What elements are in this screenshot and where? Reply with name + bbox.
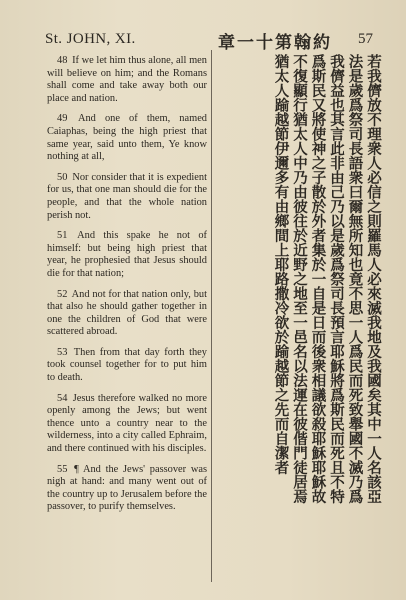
running-header-english: St. JOHN, XI.: [45, 31, 136, 47]
verse-number: 53: [57, 346, 68, 358]
chinese-column-3: 我儕益也其言此非由己乃以是歲爲祭司長預言耶穌將爲斯民而死且不特: [328, 54, 344, 504]
verse-number: 50: [57, 171, 68, 183]
verse-50: [47, 172, 207, 222]
verse-54: [47, 393, 207, 456]
verse-number: 49: [57, 113, 68, 125]
running-header-chinese: 章一十第翰約: [218, 33, 332, 53]
verse-number: 51: [57, 230, 68, 242]
verse-number: 55: [57, 463, 68, 475]
verse-text: And one of them, named Caiaphas, being the high priest that same year, said unto them, Ye know nothing at all,: [47, 113, 208, 163]
chinese-column-1: 若我儕放不理衆人必信之則羅馬人必來滅我地及我國矣其中一人名該亞: [365, 54, 381, 504]
verse-48: [47, 55, 207, 105]
verse-55: [47, 464, 207, 514]
verse-text: And this spake he not of himself: but being high priest that year, he prophesied that Jesus should die for that nation;: [47, 230, 208, 279]
english-text-column: [47, 55, 207, 522]
verse-text: ¶ And the Jews' passover was nigh at hand: and many went out of the country up to Jerusalem before the passover, to purify themselves.: [47, 463, 207, 513]
chinese-column-2: 法是歲爲祭司長語衆曰爾無所知也竟不思一人爲民而死致舉國不滅乃爲: [346, 54, 363, 504]
verse-number: 52: [57, 288, 68, 300]
verse-51: [47, 230, 207, 280]
chinese-column-4: 爲斯民又將使神之子散於外者集於一自是日而後衆相議欲殺耶穌耶穌故: [309, 54, 326, 504]
chinese-column-6: 猶太人踰越節伊邇多有由鄉間上耶路撒冷欲於踰越節之先而自潔者: [272, 54, 289, 475]
verse-text: Jesus therefore walked no more openly among the Jews; but went thence unto a country near to the wilderness, into a city called Ephraim, and there continued with his disciples.: [47, 392, 207, 455]
chinese-text-column: [214, 54, 382, 534]
verse-53: [47, 347, 207, 385]
verse-text: Nor consider that it is expedient for us, that one man should die for the people, and that the whole nation perish not.: [47, 171, 207, 221]
verse-49: [47, 113, 207, 163]
verse-text: And not for that nation only, but that also he should gather together in one the children of God that were scattered abroad.: [47, 288, 207, 338]
chinese-column-5: 不復顯行猶太人中乃由彼往於近野之地至一邑名以法運在彼偕門徒居焉: [291, 54, 307, 504]
verse-text: If we let him thus alone, all men will believe on him; and the Romans shall come and take away both our place and nation.: [47, 55, 207, 104]
verse-number: 54: [57, 392, 68, 404]
verse-52: [47, 289, 207, 339]
page-number: 57: [358, 31, 373, 47]
verse-number: 48: [57, 55, 68, 66]
verse-text: Then from that day forth they took counsel together for to put him to death.: [47, 346, 207, 384]
column-divider: [211, 50, 212, 582]
